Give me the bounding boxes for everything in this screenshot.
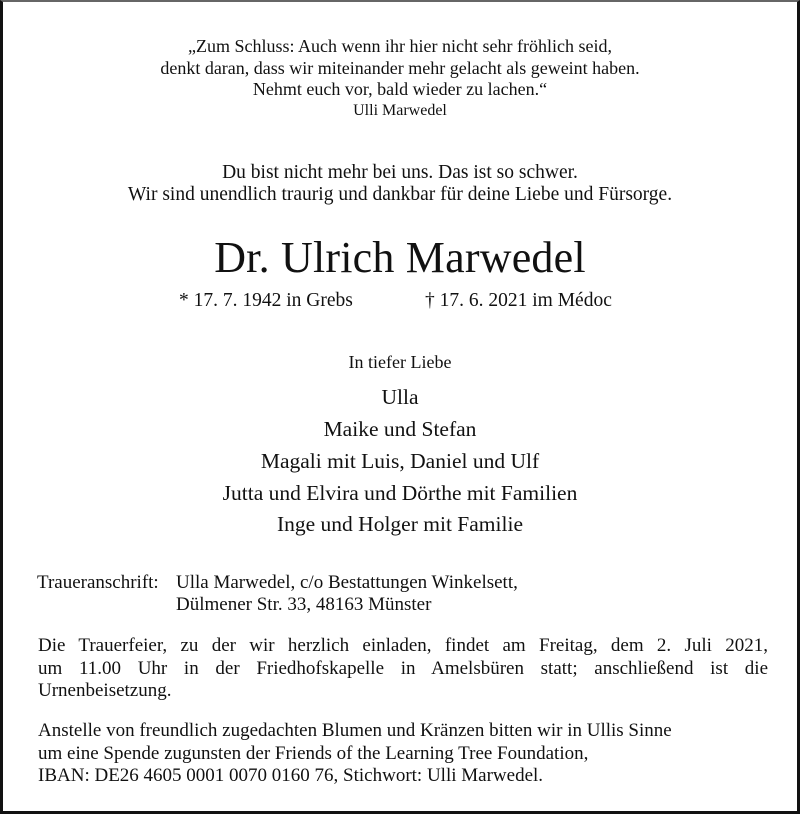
quote-line-2: denkt daran, dass wir miteinander mehr gelacht als geweint haben. [160, 58, 640, 78]
donation-line-3: IBAN: DE26 4605 0001 0070 0160 76, Stichwort: Ulli Marwedel. [38, 765, 544, 786]
donation-line-2: um eine Spende zugunsten der Friends of the Learning Tree Foundation, [38, 742, 589, 764]
address-label: Traueranschrift: [37, 572, 159, 593]
mourner-line: Ulla [381, 385, 419, 409]
mourner-line: Jutta und Elvira und Dörthe mit Familien [222, 481, 578, 505]
ceremony-line-1: Die Trauerfeier, zu der wir herzlich einladen, findet am Freitag, dem 2. Juli 2021, [38, 635, 768, 656]
quote-line-1: „Zum Schluss: Auch wenn ihr hier nicht sehr fröhlich seid, [188, 36, 612, 56]
donation-paragraph [38, 720, 768, 788]
mourners-intro: In tiefer Liebe [348, 352, 452, 372]
lead-line-1: Du bist nicht mehr bei uns. Das ist so schwer. [222, 162, 578, 183]
mourner-line: Inge und Holger mit Familie [276, 512, 523, 536]
address-line-1: Ulla Marwedel, c/o Bestattungen Winkelsett, [176, 572, 518, 593]
address-line-2: Dülmener Str. 33, 48163 Münster [176, 594, 432, 615]
birth-date: * 17. 7. 1942 in Grebs [179, 290, 353, 311]
donation-line-1: Anstelle von freundlich zugedachten Blumen und Kränzen bitten wir in Ullis Sinne [38, 720, 672, 741]
quote-line-3: Nehmt euch vor, bald wieder zu lachen.“ [252, 79, 548, 99]
deceased-name: Dr. Ulrich Marwedel [214, 233, 586, 282]
ceremony-line-2: um 11.00 Uhr in der Friedhofskapelle in Amelsbüren statt; anschließend ist die [38, 657, 768, 679]
mourner-line: Maike und Stefan [323, 417, 477, 441]
lead-line-2: Wir sind unendlich traurig und dankbar für deine Liebe und Fürsorge. [127, 184, 673, 205]
death-date: † 17. 6. 2021 im Médoc [425, 290, 612, 311]
ceremony-line-3: Urnenbeisetzung. [38, 680, 172, 701]
quote-attribution: Ulli Marwedel [353, 102, 447, 119]
mourner-line: Magali mit Luis, Daniel und Ulf [260, 449, 540, 473]
ceremony-paragraph [38, 635, 768, 703]
